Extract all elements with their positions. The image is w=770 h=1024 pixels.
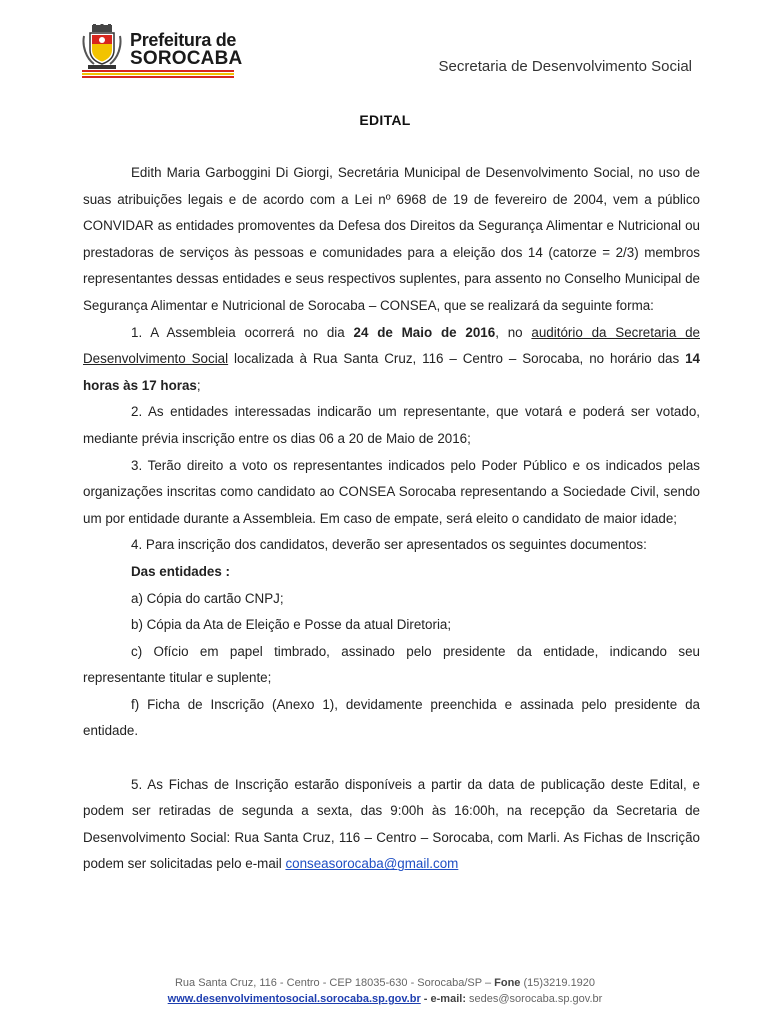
item-4-paragraph: 4. Para inscrição dos candidatos, deverão ser apresentados os seguintes documentos: xyxy=(131,537,647,553)
assembly-date: 24 de Maio de 2016 xyxy=(353,324,496,340)
document-body xyxy=(83,160,700,878)
logo-stripes xyxy=(82,70,234,79)
item-1-mid1: , no xyxy=(495,324,532,340)
document-item-a: a) Cópia do cartão CNPJ; xyxy=(131,590,284,606)
footer-website-link[interactable]: www.desenvolvimentosocial.sorocaba.sp.gov.br xyxy=(167,993,421,1005)
email-link[interactable]: conseasorocaba@gmail.com xyxy=(285,856,459,872)
coat-of-arms-icon xyxy=(82,24,122,72)
document-item-f: f) Ficha de Inscrição (Anexo 1), devidamente preenchida e assinada pelo presidente da entidade. xyxy=(83,696,700,739)
logo-line-1: Prefeitura de xyxy=(130,30,237,50)
document-title: EDITAL xyxy=(359,112,411,128)
item-3-paragraph: 3. Terão direito a voto os representantes indicados pelo Poder Público e os indicados pelas organizações inscritas como candidato ao CONSEA Sorocaba representando a Sociedade Civil, sendo um por entidade durante a Assembleia. Em caso de empate, será eleito o candidato de maior idade; xyxy=(83,457,700,526)
footer-address: Rua Santa Cruz, 116 - Centro - CEP 18035-630 - Sorocaba/SP – xyxy=(174,977,495,989)
item-5-paragraph xyxy=(83,772,700,878)
footer-email[interactable]: sedes@sorocaba.sp.gov.br xyxy=(465,993,603,1005)
item-1-suffix: ; xyxy=(196,377,201,393)
footer-phone: (15)3219.1920 xyxy=(520,977,596,989)
item-1-mid2: localizada à Rua Santa Cruz, 116 – Centro – Sorocaba, no horário das xyxy=(228,351,686,367)
logo-line-2: SOROCABA xyxy=(130,48,243,69)
footer-address-line xyxy=(0,975,770,991)
entities-heading: Das entidades : xyxy=(131,563,230,579)
item-1-prefix: 1. A Assembleia ocorrerá no dia xyxy=(131,324,354,340)
document-item-b: b) Cópia da Ata de Eleição e Posse da atual Diretoria; xyxy=(131,617,452,633)
prefeitura-logo xyxy=(82,22,243,78)
document-item-c: c) Ofício em papel timbrado, assinado pelo presidente da entidade, indicando seu representante titular e suplente; xyxy=(83,643,700,686)
item-2-paragraph: 2. As entidades interessadas indicarão um representante, que votará e poderá ser votado, mediante prévia inscrição entre os dias 06 a 20 de Maio de 2016; xyxy=(83,404,700,446)
department-name: Secretaria de Desenvolvimento Social xyxy=(438,58,692,75)
footer-email-label: - e-mail: xyxy=(420,993,466,1005)
item-5-text: 5. As Fichas de Inscrição estarão disponíveis a partir da data de publicação deste Edital, e podem ser retiradas de segunda a sexta, das 9:00h às 16:00h, na recepção da Secretaria de Desenvolvimento Social: Rua Santa Cruz, 116 – Centro – Sorocaba, com Marli. As Fichas de Inscrição podem ser solicitadas pelo e-mail xyxy=(83,776,700,872)
footer xyxy=(0,975,770,1007)
assembly-place: auditório da Secretaria de Desenvolvimento Social xyxy=(83,324,700,367)
footer-contact-line xyxy=(0,991,770,1007)
item-1-paragraph xyxy=(83,320,700,400)
footer-phone-label: Fone xyxy=(494,977,521,989)
intro-paragraph: Edith Maria Garboggini Di Giorgi, Secretária Municipal de Desenvolvimento Social, no uso de suas atribuições legais e de acordo com a Lei nº 6968 de 19 de fevereiro de 2004, vem a público CONVIDAR as entidades promoventes da Defesa dos Direitos da Segurança Alimentar e Nutricional ou prestadoras de serviços às pessoas e comunidades para a eleição dos 14 (catorze = 2/3) membros representantes dessas entidades e seus respectivos suplentes, para assento no Conselho Municipal de Segurança Alimentar e Nutricional de Sorocaba – CONSEA, que se realizará da seguinte forma: xyxy=(83,165,700,313)
paragraph-gap xyxy=(83,745,700,772)
assembly-time: 14 horas às 17 horas xyxy=(83,351,701,393)
